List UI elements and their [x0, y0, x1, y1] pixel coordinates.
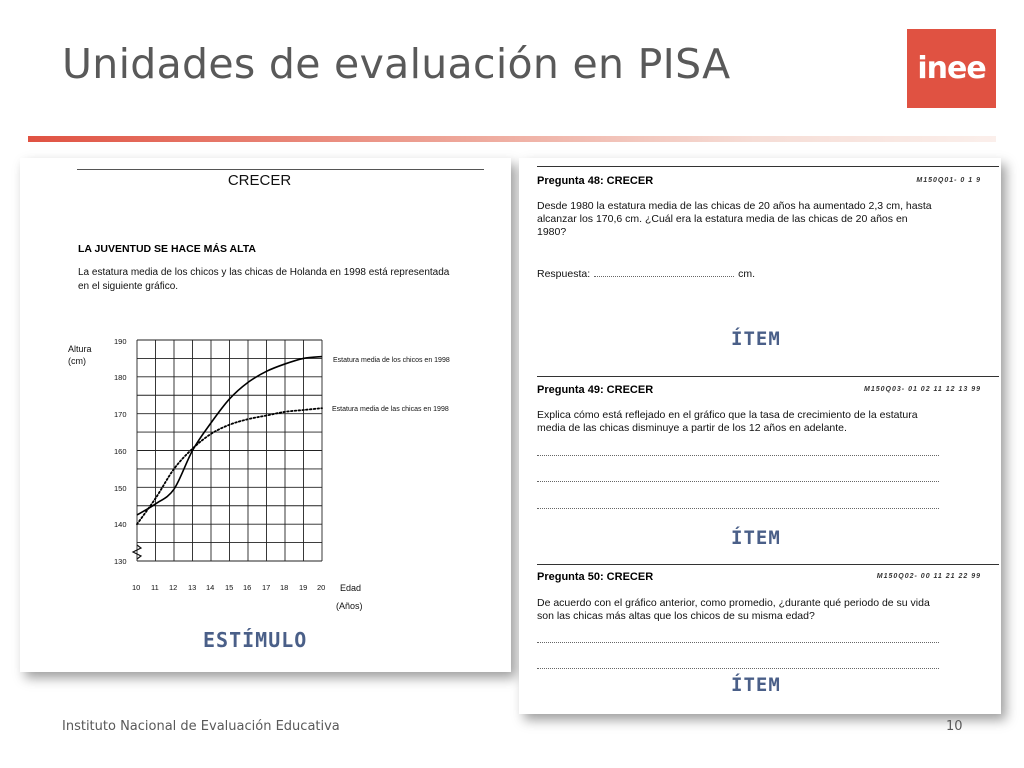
q48-answer-row — [537, 268, 755, 280]
q50-title: Pregunta 50: CRECER — [537, 571, 654, 583]
stimulus-heading: LA JUVENTUD SE HACE MÁS ALTA — [78, 243, 256, 255]
y-tick-180: 180 — [114, 373, 127, 382]
stimulus-panel — [20, 158, 511, 672]
q48-code: M150Q01- 0 1 9 — [916, 177, 981, 184]
q48-title: Pregunta 48: CRECER — [537, 175, 654, 187]
q50-line-2: son las chicas más altas que los chicos de su misma edad? — [537, 610, 815, 622]
q50-answer-line-1[interactable] — [537, 642, 939, 643]
growth-chart — [20, 158, 511, 672]
q49-line-1: Explica cómo está reflejado en el gráfico que la tasa de crecimiento de la estatura — [537, 409, 918, 421]
footer-institution: Instituto Nacional de Evaluación Educativa — [62, 719, 340, 734]
q49-answer-line-3[interactable] — [537, 508, 939, 509]
x-tick-16: 16 — [243, 583, 252, 592]
x-axis-title-line-1: Edad — [340, 583, 362, 593]
q48-handwritten-label: ÍTEM — [731, 328, 781, 350]
q49-code: M150Q03- 01 02 11 12 13 99 — [864, 386, 981, 393]
x-tick-14: 14 — [206, 583, 215, 592]
q48-answer-label: Respuesta: — [537, 268, 591, 280]
stimulus-doc-title: CRECER — [227, 172, 292, 189]
slide-title: Unidades de evaluación en PISA — [62, 40, 731, 88]
stimulus-intro-line-1: La estatura media de los chicos y las chicas de Holanda en 1998 está representada — [78, 267, 450, 278]
page-number: 10 — [946, 719, 963, 734]
q49-title: Pregunta 49: CRECER — [537, 384, 654, 396]
q49-handwritten-label: ÍTEM — [731, 527, 781, 549]
x-tick-12: 12 — [169, 583, 178, 592]
q48-line-3: 1980? — [537, 226, 567, 238]
q50-answer-line-2[interactable] — [537, 668, 939, 669]
x-tick-13: 13 — [188, 583, 197, 592]
stimulus-handwritten-label: ESTÍMULO — [203, 628, 308, 652]
y-tick-170: 170 — [114, 410, 127, 419]
y-tick-130: 130 — [114, 557, 127, 566]
y-tick-160: 160 — [114, 447, 127, 456]
series-label-girls: Estatura media de las chicas en 1998 — [332, 406, 449, 413]
x-tick-15: 15 — [225, 583, 234, 592]
questions-panel — [519, 158, 1001, 714]
q50-body — [537, 597, 957, 623]
x-tick-10: 10 — [132, 583, 141, 592]
q48-answer-unit: cm. — [738, 268, 756, 280]
x-tick-18: 18 — [280, 583, 289, 592]
stimulus-intro-line-2: en el siguiente gráfico. — [78, 281, 179, 292]
y-tick-150: 150 — [114, 484, 127, 493]
q48-line-2: alcanzar los 170,6 cm. ¿Cuál era la estatura media de las chicas de 20 años en — [537, 213, 908, 225]
q50-line-1: De acuerdo con el gráfico anterior, como promedio, ¿durante qué periodo de su vida — [537, 597, 930, 609]
q49-answer-line-1[interactable] — [537, 455, 939, 456]
q50-code: M150Q02- 00 11 21 22 99 — [876, 573, 981, 580]
q48-body — [537, 200, 957, 239]
q48-answer-blank[interactable] — [594, 276, 734, 277]
x-tick-11: 11 — [151, 583, 159, 592]
x-axis-title-line-2: (Años) — [336, 601, 363, 611]
inee-logo: inee — [907, 29, 996, 108]
x-tick-20: 20 — [317, 583, 326, 592]
y-axis-title-line-1: Altura — [68, 344, 92, 354]
y-axis-title-line-2: (cm) — [68, 356, 86, 366]
q49-top-rule — [537, 376, 999, 377]
q50-top-rule — [537, 564, 999, 565]
series-label-boys: Estatura media de los chicos en 1998 — [333, 357, 450, 364]
q50-handwritten-label: ÍTEM — [731, 674, 781, 696]
x-tick-17: 17 — [262, 583, 271, 592]
q48-line-1: Desde 1980 la estatura media de las chicas de 20 años ha aumentado 2,3 cm, hasta — [537, 200, 932, 212]
x-tick-19: 19 — [299, 583, 308, 592]
y-tick-190: 190 — [114, 337, 127, 346]
q49-line-2: media de las chicas disminuye a partir de los 12 años en adelante. — [537, 422, 847, 434]
q48-top-rule — [537, 166, 999, 167]
q49-answer-line-2[interactable] — [537, 481, 939, 482]
y-tick-140: 140 — [114, 520, 127, 529]
title-divider — [28, 136, 996, 142]
q49-body — [537, 409, 957, 435]
